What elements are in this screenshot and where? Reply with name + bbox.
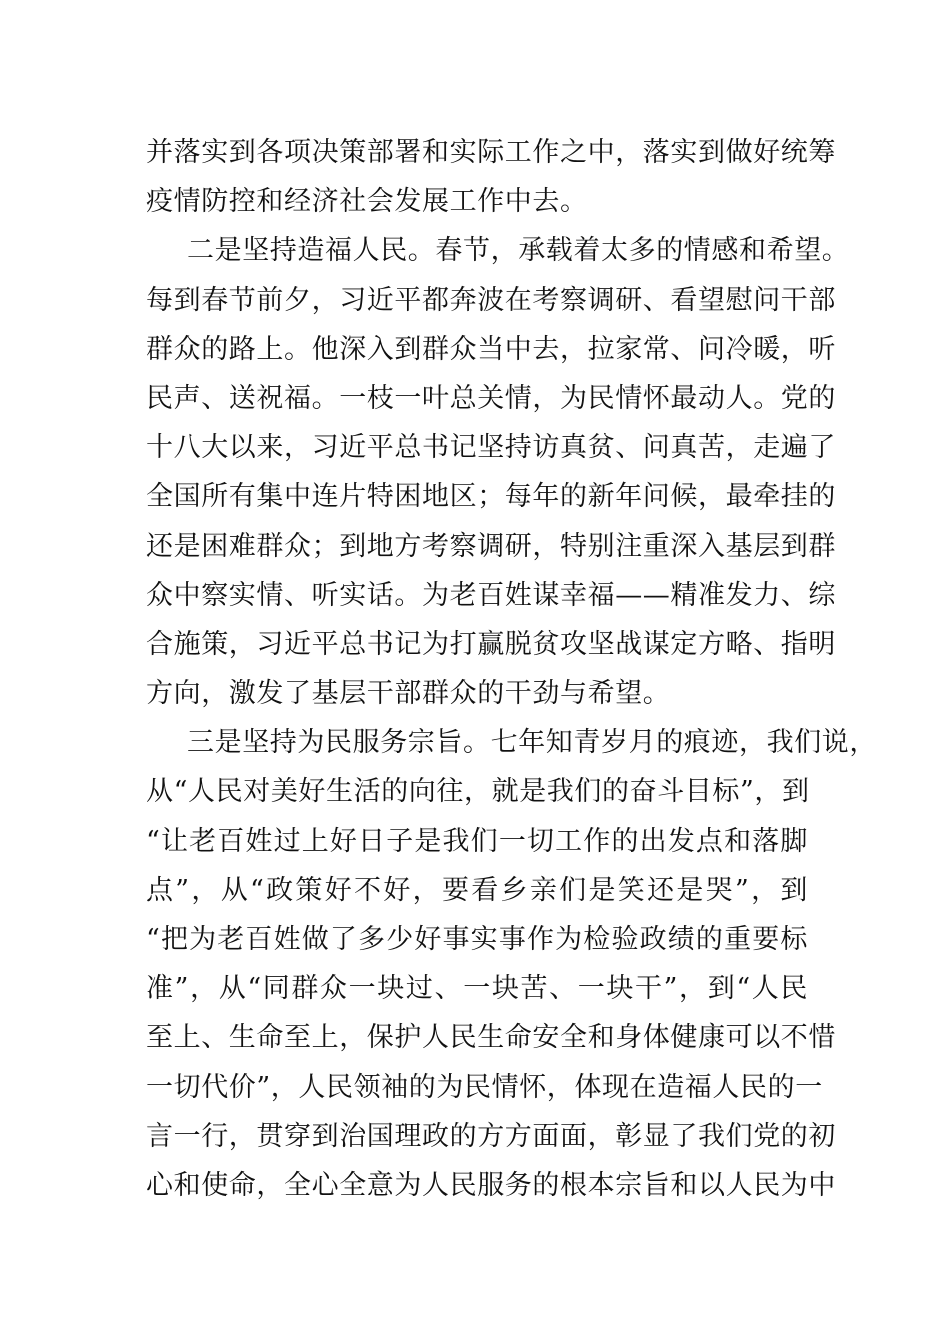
text-line: “把为老百姓做了多少好事实事作为检验政绩的重要标 xyxy=(146,924,808,955)
text-line: 心和使命，全心全意为人民服务的根本宗旨和以人民为中 xyxy=(146,1169,836,1201)
body-text xyxy=(146,128,877,1210)
text-line: 众中察实情、听实话。为老百姓谋幸福——精准发力、综 xyxy=(146,579,836,611)
text-line: “让老百姓过上好日子是我们一切工作的出发点和落脚 xyxy=(146,825,808,857)
text-line: 至上、生命至上，保护人民生命安全和身体健康可以不惜 xyxy=(146,1022,836,1054)
text-line: 十八大以来，习近平总书记坚持访真贫、问真苦，走遍了 xyxy=(146,432,836,464)
text-line: 疫情防控和经济社会发展工作中去。 xyxy=(146,186,588,218)
text-line: 准”，从“同群众一块过、一块苦、一块干”，到“人民 xyxy=(146,973,808,1005)
text-line: 言一行，贯穿到治国理政的方方面面，彰显了我们党的初 xyxy=(146,1120,836,1152)
text-line: 三是坚持为民服务宗旨。七年知青岁月的痕迹，我们说， xyxy=(187,727,877,759)
text-line: 合施策，习近平总书记为打赢脱贫攻坚战谋定方略、指明 xyxy=(146,628,836,660)
text-line: 点”，从“政策好不好，要看乡亲们是笑还是哭”，到 xyxy=(146,874,808,906)
text-line: 从“人民对美好生活的向往，就是我们的奋斗目标”，到 xyxy=(146,776,810,808)
text-line: 还是困难群众；到地方考察调研，特别注重深入基层到群 xyxy=(146,530,836,562)
text-line: 每到春节前夕，习近平都奔波在考察调研、看望慰问干部 xyxy=(146,284,836,316)
text-line: 民声、送祝福。一枝一叶总关情，为民情怀最动人。党的 xyxy=(146,382,836,414)
text-line: 二是坚持造福人民。春节，承载着太多的情感和希望。 xyxy=(187,235,850,267)
text-line: 全国所有集中连片特困地区；每年的新年问候，最牵挂的 xyxy=(146,481,836,513)
text-line: 一切代价”，人民领袖的为民情怀，体现在造福人民的一 xyxy=(146,1071,823,1103)
text-line: 群众的路上。他深入到群众当中去，拉家常、问冷暖，听 xyxy=(146,333,836,365)
text-line: 并落实到各项决策部署和实际工作之中，落实到做好统筹 xyxy=(146,137,836,168)
text-line: 方向，激发了基层干部群众的干劲与希望。 xyxy=(146,678,671,710)
